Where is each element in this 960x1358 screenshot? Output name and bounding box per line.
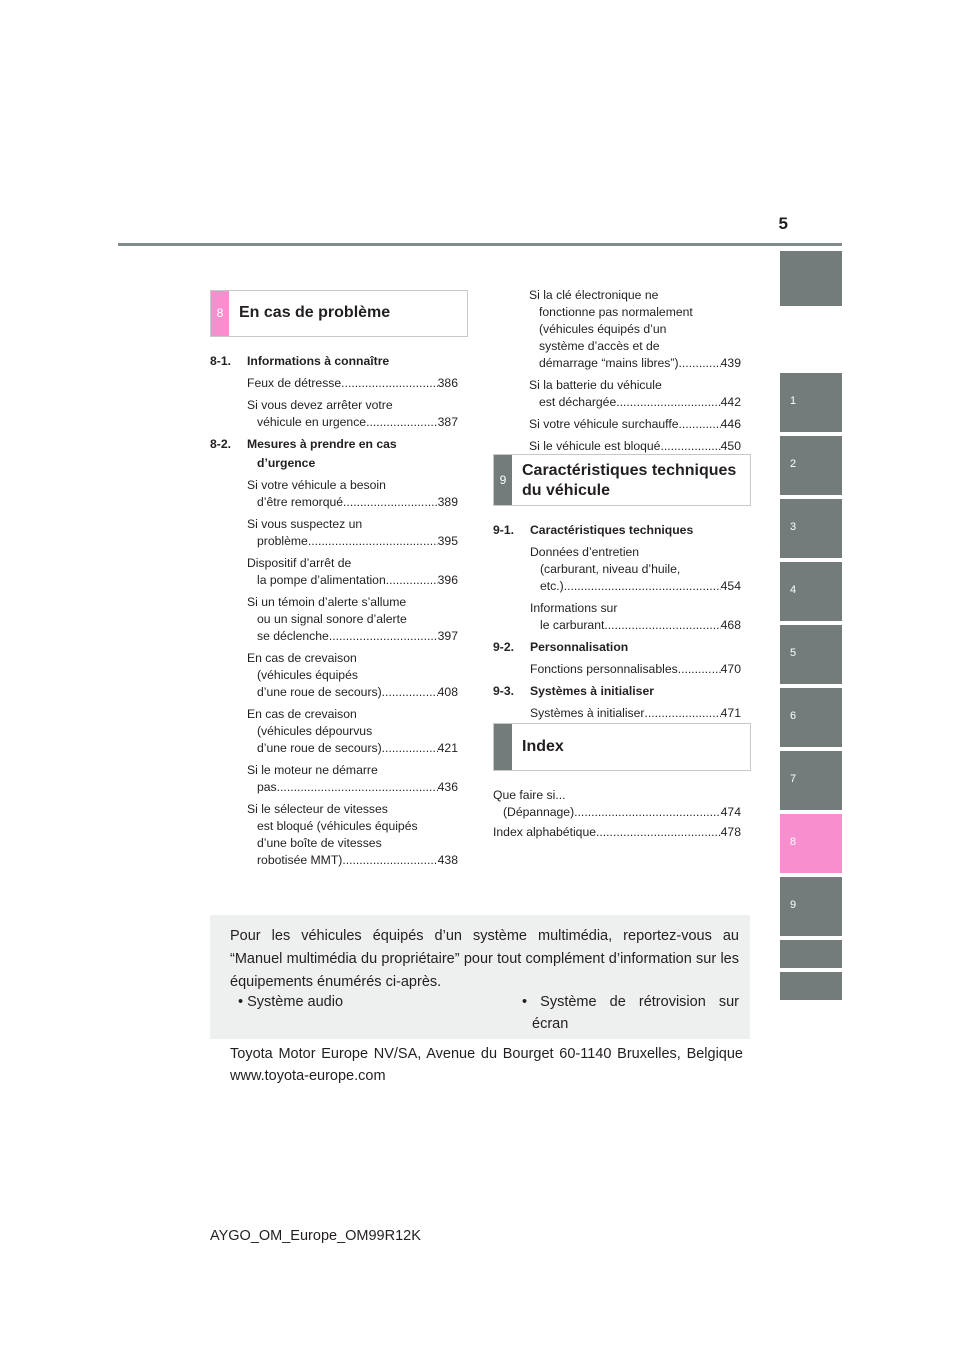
toc-entry[interactable]: Si le moteur ne démarre pas ..... 436 [247,762,458,796]
section-8-header [210,290,468,337]
notice-bullet-audio: • Système audio [238,994,344,1010]
section-8-title: En cas de problème [239,304,391,321]
chapter-tab-label: 9 [789,899,797,911]
page-number: 5 [778,214,788,233]
toc-entry[interactable]: Si un témoin d’alerte s’allume ou un signal sonore d’alerte se déclenche ..... 397 [247,594,458,645]
toc-entry[interactable]: Si votre véhicule a besoin d’être remorqué ..... 389 [247,477,458,511]
chapter-tab-label: 2 [789,458,797,470]
toc-entry[interactable]: Si vous suspectez un problème ..... 395 [247,516,458,550]
toc-entry[interactable]: Systèmes à initialiser ..... 471 [530,705,741,722]
toc-entry[interactable]: Si le sélecteur de vitesses est bloqué (véhicules équipés d’une boîte de vitesses robotisée MMT) ..... 438 [247,801,458,869]
chapter-tab-label: 8 [789,836,797,848]
section-8-toc [210,353,458,874]
chapter-tab-1[interactable] [780,373,842,432]
subsection-heading: 8-2. Mesures à prendre en cas [210,437,397,451]
toc-entry[interactable]: Si la clé électronique ne fonctionne pas normalement (véhicules équipés d’un système d’accès et de démarrage “mains libres”) ..... 439 [529,287,741,372]
index-title: Index [522,738,564,755]
chapter-tab-2[interactable] [780,436,842,495]
toc-entry[interactable]: Données d’entretien (carburant, niveau d’huile, etc.) ..... 454 [530,544,741,595]
subsection-heading: 9-2. Personnalisation [493,640,629,654]
chapter-tab-blank-bottom[interactable] [780,972,842,1000]
toc-entry[interactable]: Si vous devez arrêter votre véhicule en urgence ..... 387 [247,397,458,431]
toc-entry[interactable]: Informations sur le carburant ..... 468 [530,600,741,634]
chapter-tab-label: 6 [789,710,797,722]
toc-entry[interactable]: En cas de crevaison (véhicules équipés d’une roue de secours) ..... 408 [247,650,458,701]
chapter-tab-6[interactable] [780,688,842,747]
index-header [493,723,751,771]
chapter-tab-8[interactable] [780,814,842,873]
chapter-tab-blank-mid[interactable] [780,940,842,968]
notice-text: Pour les véhicules équipés d’un système multimédia, reportez-vous au “Manuel multimédia du propriétaire” pour tout complément d’information sur les équipements énumérés ci-après. [230,928,739,990]
chapter-tab-label: 7 [789,773,797,785]
index-marker [494,724,512,770]
toc-entry[interactable]: Que faire si... (Dépannage) ..... 474 [493,787,741,821]
section-9-title: Caractéristiques techniques [522,462,737,479]
toc-entry[interactable]: Feux de détresse ..... 386 [247,375,458,392]
section-9-title-cont: du véhicule [522,482,611,499]
manufacturer-address: Toyota Motor Europe NV/SA, Avenue du Bourget 60-1140 Bruxelles, Belgique www.toyota-europe.com [230,1046,743,1084]
section-8-marker: 8 [211,291,229,336]
chapter-tab-5[interactable] [780,625,842,684]
toc-entry[interactable]: Si le véhicule est bloqué ..... 450 [529,438,741,455]
section-8-toc-continued [529,287,741,460]
chapter-tab-label: 5 [789,647,797,659]
top-rule [118,243,842,246]
toc-entry[interactable]: Dispositif d’arrêt de la pompe d’alimentation ..... 396 [247,555,458,589]
chapter-tab-blank-top[interactable] [780,251,842,306]
notice-bullet-camera: • Système de rétrovision sur [522,994,739,1010]
toc-entry[interactable]: Si votre véhicule surchauffe ..... 446 [529,416,741,433]
section-9-toc [493,522,741,727]
subsection-heading-cont: d’urgence [257,456,316,470]
section-9-marker: 9 [494,455,512,505]
subsection-heading: 9-1. Caractéristiques techniques [493,523,694,537]
subsection-heading: 8-1. Informations à connaître [210,354,390,368]
section-9-header [493,454,751,506]
index-toc [493,787,741,846]
chapter-tab-label: 1 [789,395,797,407]
toc-entry[interactable]: Fonctions personnalisables ..... 470 [530,661,741,678]
chapter-tab-label: 3 [789,521,797,533]
toc-entry[interactable]: Index alphabétique ..... 478 [493,824,741,841]
toc-entry[interactable]: En cas de crevaison (véhicules dépourvus d’une roue de secours) ..... 421 [247,706,458,757]
chapter-tab-3[interactable] [780,499,842,558]
chapter-tab-7[interactable] [780,751,842,810]
chapter-tab-label: 4 [789,584,797,596]
chapter-tab-4[interactable] [780,562,842,621]
toc-entry[interactable]: Si la batterie du véhicule est déchargée ..... 442 [529,377,741,411]
chapter-tab-9[interactable] [780,877,842,936]
notice-bullet-camera-cont: écran [532,1016,569,1032]
multimedia-notice [210,915,750,1039]
subsection-heading: 9-3. Systèmes à initialiser [493,684,654,698]
document-footer: AYGO_OM_Europe_OM99R12K [210,1228,421,1244]
